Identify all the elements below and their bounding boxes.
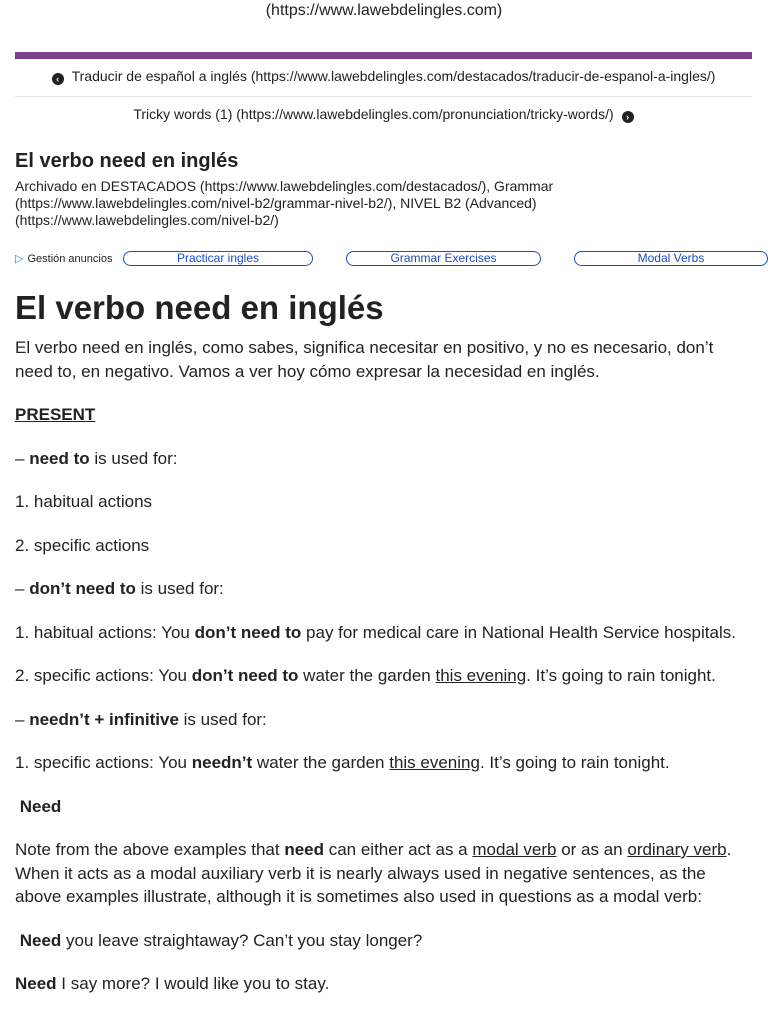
note-paragraph: Note from the above examples that need can either act as a modal verb or as an ordinary verb. When it acts as a modal auxiliary verb it is nearly always used in negative sentences, as the above examples illustrate, although it is sometimes also used in questions as a modal verb: (15, 840, 732, 906)
ads-label: Gestión anuncios (27, 253, 113, 265)
next-post-link[interactable] (15, 106, 752, 123)
list-item: 1. habitual actions (15, 492, 153, 511)
rule-need-to: – need to is used for: (15, 448, 178, 468)
adchoices-icon: ▷ (15, 253, 24, 265)
ads-management-link[interactable] (15, 252, 112, 265)
article-body (15, 336, 750, 1016)
list-item: 2. specific actions (15, 535, 150, 555)
article-title: El verbo need en inglés (15, 289, 384, 326)
this-evening-link[interactable]: this evening (435, 666, 527, 685)
need-heading: Need (19, 796, 62, 816)
ads-bar (15, 250, 768, 268)
ordinary-verb-link[interactable]: ordinary verb (627, 840, 727, 859)
post-archive-categories[interactable]: Archivado en DESTACADOS (https://www.lawebdelingles.com/destacados/), Grammar (https://www.lawebdelingles.com/nivel-b2/grammar-nivel-b2/), NIVEL B2 (Advanced) (https://www.lawebdelingles.com/nivel-b2/) (15, 178, 554, 228)
ad-button-modal-verbs[interactable]: Modal Verbs (574, 251, 768, 266)
header-divider-bar (15, 52, 752, 59)
example-question-1: Need you leave straightaway? Can’t you stay longer? (19, 930, 423, 950)
intro-paragraph: El verbo need en inglés, como sabes, significa necesitar en positivo, y no es necesario, don’t need to, en negativo. Vamos a ver hoy cómo expresar la necesidad en inglés. (15, 338, 714, 381)
nav-divider (15, 96, 752, 97)
chevron-left-icon: ‹ (52, 73, 64, 85)
ad-button-practicar-ingles[interactable]: Practicar ingles (123, 251, 313, 266)
present-heading: PRESENT (15, 405, 96, 424)
ad-button-grammar-exercises[interactable]: Grammar Exercises (346, 251, 541, 266)
example-neednt: 1. specific actions: You needn’t water the garden this evening. It’s going to rain tonight. (15, 753, 670, 772)
previous-post-link[interactable] (15, 68, 752, 85)
previous-post-label: Traducir de español a inglés (https://www.lawebdelingles.com/destacados/traducir-de-espanol-a-ingles/) (71, 68, 716, 84)
chevron-right-icon: › (622, 111, 634, 123)
rule-dont-need-to: – don’t need to is used for: (15, 579, 224, 598)
example-question-2: Need I say more? I would like you to stay. (15, 974, 330, 993)
site-url[interactable]: (https://www.lawebdelingles.com) (265, 2, 503, 19)
this-evening-link[interactable]: this evening (389, 753, 480, 772)
example-habitual: 1. habitual actions: You don’t need to pay for medical care in National Health Service hospitals. (15, 622, 736, 642)
example-specific: 2. specific actions: You don’t need to water the garden this evening. It’s going to rain tonight. (15, 666, 716, 685)
post-title: El verbo need en inglés (15, 150, 239, 172)
modal-verb-link[interactable]: modal verb (472, 840, 557, 859)
next-post-label: Tricky words (1) (https://www.lawebdelingles.com/pronunciation/tricky-words/) (133, 106, 614, 122)
rule-neednt: – needn’t + infinitive is used for: (15, 709, 267, 729)
